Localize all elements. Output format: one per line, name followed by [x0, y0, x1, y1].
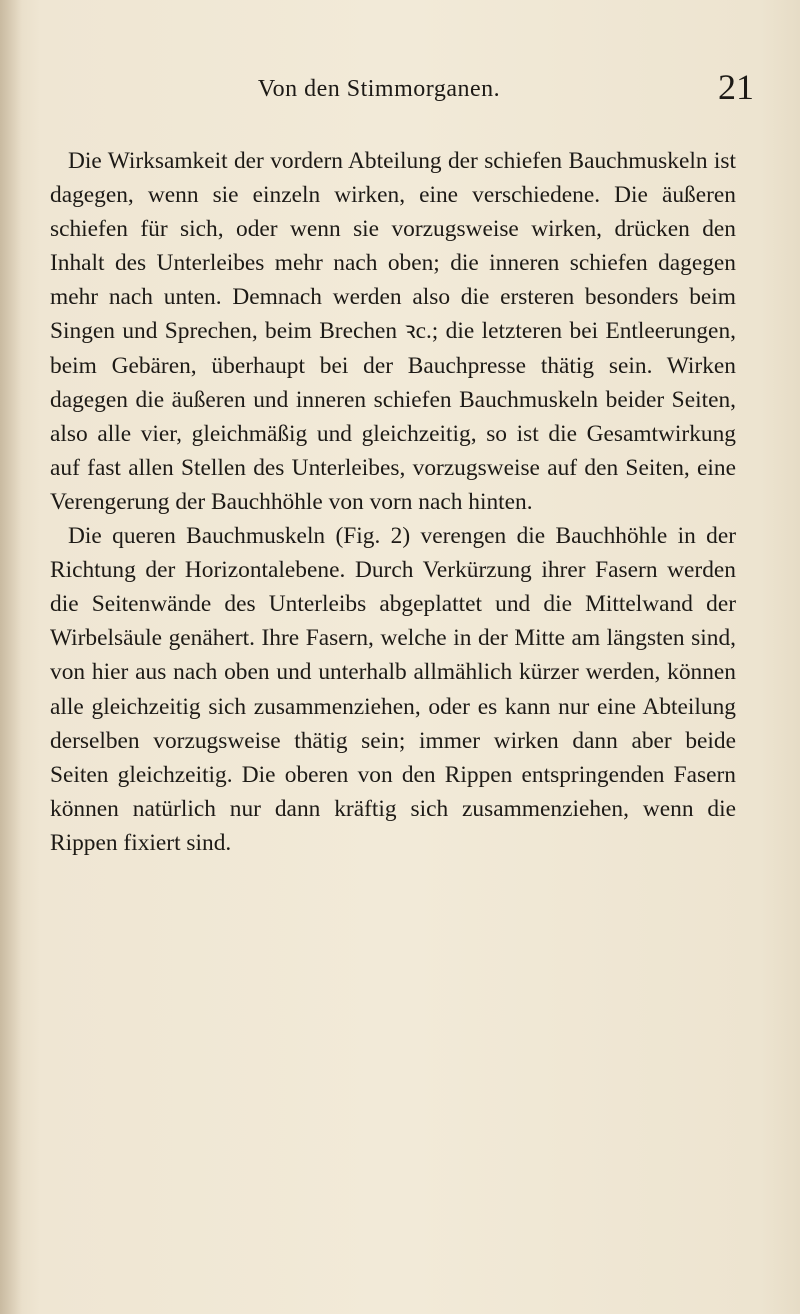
paragraph-2: Die queren Bauchmuskeln (Fig. 2) verengen die Bauchhöhle in der Richtung der Horizontalebene. Durch Verkürzung ihrer Fasern werden die Seitenwände des Unterleibs abgeplattet und die Mittelwand der Wirbelsäule genähert. Ihre Fasern, welche in der Mitte am längsten sind, von hier aus nach oben und unterhalb allmählich kürzer werden, können alle gleichzeitig sich zusammenziehen, oder es kann nur eine Abteilung derselben vorzugsweise thätig sein; immer wirken dann aber beide Seiten gleichzeitig. Die oberen von den Rippen entspringenden Fasern können natürlich nur dann kräftig sich zusammenziehen, wenn die Rippen fixiert sind. [50, 523, 736, 856]
page-header [44, 64, 754, 108]
binding-shadow [0, 0, 22, 1314]
body-text [50, 144, 736, 860]
page-number: 21 [718, 67, 754, 107]
running-title: Von den Stimmorganen. [257, 76, 501, 102]
paragraph-1: Die Wirksamkeit der vordern Abteilung der schiefen Bauchmuskeln ist dagegen, wenn sie einzeln wirken, eine verschiedene. Die äußeren schiefen für sich, oder wenn sie vorzugsweise wirken, drücken den Inhalt des Unterleibes mehr nach oben; die inneren schiefen dagegen mehr nach unten. Demnach werden also die ersteren besonders beim Singen und Sprechen, beim Brechen ꝛc.; die letzteren bei Entleerungen, beim Gebären, überhaupt bei der Bauchpresse thätig sein. Wirken dagegen die äußeren und inneren schiefen Bauchmuskeln beider Seiten, also alle vier, gleichmäßig und gleichzeitig, so ist die Gesamtwirkung auf fast allen Stellen des Unterleibes, vorzugsweise auf den Seiten, eine Verengerung der Bauchhöhle von vorn nach hinten. [50, 148, 736, 515]
